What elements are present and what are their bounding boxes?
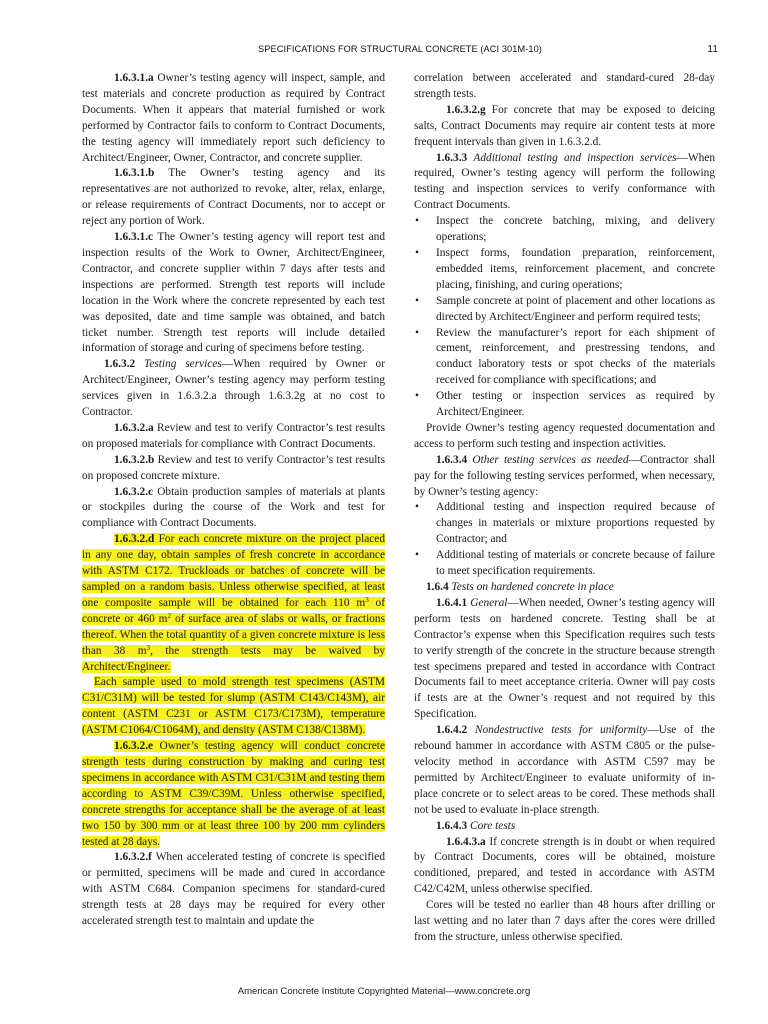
paragraph-text: —Contractor shall pay for the following testing services performed, when necessary, by Owner’s testing agency: [414, 453, 715, 498]
section-number: 1.6.3.2.f [114, 851, 152, 864]
list-item: • Inspect the concrete batching, mixing, and delivery operations; [414, 214, 715, 246]
section-title: Testing services [144, 358, 222, 371]
section-number: 1.6.3.1.b [114, 167, 155, 180]
section-title: Other testing services as needed [472, 453, 629, 466]
section-number: 1.6.3.2.c [114, 485, 154, 498]
paragraph-text: —When required, Owner’s testing agency will perform the following testing and inspection services to verify conformance with Contract Documents. [414, 151, 715, 212]
bullet-list-1-6-3-4 [414, 500, 715, 580]
highlighted-text: Each sample used to mold strength test specimens (ASTM C31/C31M) will be tested for slump (ASTM C143/C143M), air content (ASTM C231 or ASTM C173/C173M), temperature (ASTM C1064/C1064M), and density (ASTM C138/C138M). [82, 676, 385, 737]
highlighted-text [82, 533, 385, 672]
paragraph-text: For concrete that may be exposed to deicing salts, Contract Documents may require air content tests at more frequent intervals than given in 1.6.3.2.d. [414, 103, 715, 148]
heading-1-6-4 [414, 580, 715, 596]
section-number: 1.6.4.3.a [446, 835, 486, 848]
paragraph-text: Owner’s testing agency will conduct concrete strength tests during construction by making and curing test specimens in accordance with ASTM C31/C31M and testing them according to ASTM C39/C39M. Unless otherwise specified, concrete strengths for acceptance shall be the average of at least two 150 by 300 mm or at least three 100 by 200 mm cylinders tested at 28 days. [82, 740, 385, 848]
section-number: 1.6.3.2.d [114, 533, 155, 546]
paragraph-1-6-3-4 [414, 453, 715, 501]
paragraph-1-6-3-2-d [82, 532, 385, 675]
page-number: 11 [707, 44, 718, 55]
paragraph-1-6-3-2-a [82, 421, 385, 453]
section-title: Tests on hardened concrete in place [451, 581, 614, 593]
paragraph-text: The Owner’s testing agency will report test and inspection results of the Work to Owner, Architect/Engineer, Contractor, and concrete supplier within 7 days after tests and inspections are performed. Strength test reports will include location in the Work where the concrete represented by each test was deposited, date and time sample was obtained, and batch ticket number. Strength test reports will include detailed information of storage and curing of specimens before testing. [82, 231, 385, 355]
paragraph-1-6-3-2-g [414, 103, 715, 151]
paragraph-text: Review and test to verify Contractor’s test results on proposed materials for compliance with Contract Documents. [82, 421, 385, 450]
section-title: General [470, 596, 508, 609]
paragraph-text: Obtain production samples of materials at plants or stockpiles during the course of the Work and test for compliance with Contract Documents. [82, 485, 385, 530]
header-title: SPECIFICATIONS FOR STRUCTURAL CONCRETE (ACI 301M-10) [258, 44, 542, 54]
section-title: Nondestructive tests for uniformity [474, 724, 648, 737]
section-number: 1.6.4 [426, 581, 449, 593]
section-number: 1.6.3.2 [104, 358, 136, 371]
section-number: 1.6.3.1.c [114, 231, 154, 244]
section-number: 1.6.4.1 [436, 596, 468, 609]
right-column [414, 71, 715, 946]
list-item: • Additional testing of materials or concrete because of failure to meet specification requirements. [414, 548, 715, 580]
paragraph-1-6-3-2-e [82, 739, 385, 850]
paragraph-1-6-3-1-b [82, 166, 385, 230]
section-number: 1.6.3.2.a [114, 421, 154, 434]
highlighted-text [82, 740, 385, 847]
paragraph-text: —When needed, Owner’s testing agency will perform tests on hardened concrete. Testing shall be at Contractor’s expense when this Specification requires such tests to verify strength of the concrete in the structure because strength test specimens prepared and tested in accordance with Contract Documents fail to meet acceptance criteria. Owner will pay costs if tests are at the Owner’s request and not required by this Specification. [414, 596, 715, 721]
paragraph-text: When accelerated testing of concrete is specified or permitted, specimens will be made and cured in accordance with ASTM C684. Companion specimens for standard-cured strength tests at 28 days may be required for every other accelerated strength test to maintain and update the [82, 851, 385, 928]
paragraph-cores: Cores will be tested no earlier than 48 hours after drilling or last wetting and no later than 7 days after the cores were drilled from the structure, unless otherwise specified. [414, 899, 715, 943]
list-item: • Review the manufacturer’s report for each shipment of cement, reinforcement, and prestressing tendons, and conduct laboratory tests or spot checks of the materials received for compliance with specifications; and [414, 326, 715, 390]
bullet-list-1-6-3-3 [414, 214, 715, 421]
superscript: 2 [167, 611, 172, 620]
paragraph-text: —When required by Owner or Architect/Engineer, Owner’s testing agency may perform testing services given in 1.6.3.2.a through 1.6.3.2g at no cost to Contractor. [82, 358, 385, 419]
paragraph-1-6-3-2-b [82, 453, 385, 485]
section-number: 1.6.3.1.a [114, 72, 154, 84]
paragraph-text: For each concrete mixture on the project placed in any one day, obtain samples of fresh concrete in accordance with ASTM C172. Truckloads or batches of concrete will be sampled on a random basis. Unless otherwise specified, at least one composite sample will be obtained for each 110 m [82, 533, 385, 609]
paragraph-text: —Use of the rebound hammer in accordance with ASTM C805 or the pulse-velocity method in accordance with ASTM C597 may be permitted by Architect/Engineer to evaluate uniformity of in-place concrete or to select areas to be cored. These methods shall not be used to evaluate in-place strength. [414, 724, 716, 816]
section-number: 1.6.3.2.b [114, 453, 155, 466]
section-title: Core tests [470, 819, 516, 832]
paragraph-1-6-4-3-a [414, 835, 715, 899]
paragraph-1-6-3-2-f [82, 850, 385, 930]
paragraph-1-6-3-1-a [82, 71, 385, 166]
running-header [82, 44, 718, 60]
paragraph-1-6-3-2-c [82, 485, 385, 533]
paragraph-continued: correlation between accelerated and standard-cured 28-day strength tests. [414, 72, 715, 100]
section-number: 1.6.3.2.g [446, 103, 486, 116]
paragraph-1-6-3-1-c [82, 230, 385, 357]
section-number: 1.6.4.2 [436, 724, 468, 737]
paragraph-text: , the strength tests may be waived by Architect/Engineer. [82, 644, 385, 673]
paragraph-text: Owner’s testing agency will inspect, sample, and test materials and concrete production as required by Contract Documents. When it appears that material furnished or work performed by Contractor fails to conform to Contract Documents, the testing agency will immediately report such deficiency to Architect/Engineer, Owner, Contractor, and concrete supplier. [82, 72, 385, 164]
paragraph-each-sample [82, 675, 385, 739]
paragraph-1-6-4-1 [414, 596, 715, 723]
paragraph-text: Review and test to verify Contractor’s test results on proposed concrete mixture. [82, 453, 385, 482]
superscript: 3 [365, 595, 369, 604]
left-column [82, 71, 385, 930]
list-item: • Inspect forms, foundation preparation, reinforcement, embedded items, reinforcement placement, and concrete placing, finishing, and curing operations; [414, 246, 715, 294]
list-item: • Sample concrete at point of placement and other locations as directed by Architect/Engineer and perform required tests; [414, 294, 715, 326]
list-item: • Other testing or inspection services as required by Architect/Engineer. [414, 389, 715, 421]
paragraph-provide: Provide Owner’s testing agency requested documentation and access to perform such testing and inspection activities. [414, 421, 715, 450]
paragraph-text: of concrete or 460 m [82, 596, 385, 625]
paragraph-1-6-3-2 [82, 357, 385, 421]
superscript: 3 [146, 643, 151, 652]
list-item: • Additional testing and inspection required because of changes in materials or mixture proportions requested by Contractor; and [414, 500, 715, 548]
page-footer: American Concrete Institute Copyrighted Material—www.concrete.org [237, 986, 531, 997]
paragraph-text: If concrete strength is in doubt or when required by Contract Documents, cores will be obtained, moisture conditioned, prepared, and tested in accordance with ASTM C42/C42M, unless otherwise specified. [414, 835, 715, 896]
section-number: 1.6.4.3 [436, 819, 468, 832]
paragraph-text: The Owner’s testing agency and its representatives are not authorized to revoke, alter, relax, enlarge, or release requirements of Contract Documents, nor to accept or reject any portion of Work. [82, 167, 385, 228]
section-number: 1.6.3.2.e [114, 740, 154, 753]
section-title: Additional testing and inspection services [473, 151, 677, 164]
paragraph-1-6-4-2 [414, 723, 715, 818]
section-number: 1.6.3.3 [436, 151, 468, 164]
paragraph-1-6-3-3 [414, 151, 715, 215]
paragraph-text: of surface area of slabs or walls, or fractions thereof. When the total quantity of a given concrete mixture is less than 38 m [82, 612, 385, 657]
heading-1-6-4-3 [414, 819, 715, 835]
section-number: 1.6.3.4 [436, 453, 468, 466]
